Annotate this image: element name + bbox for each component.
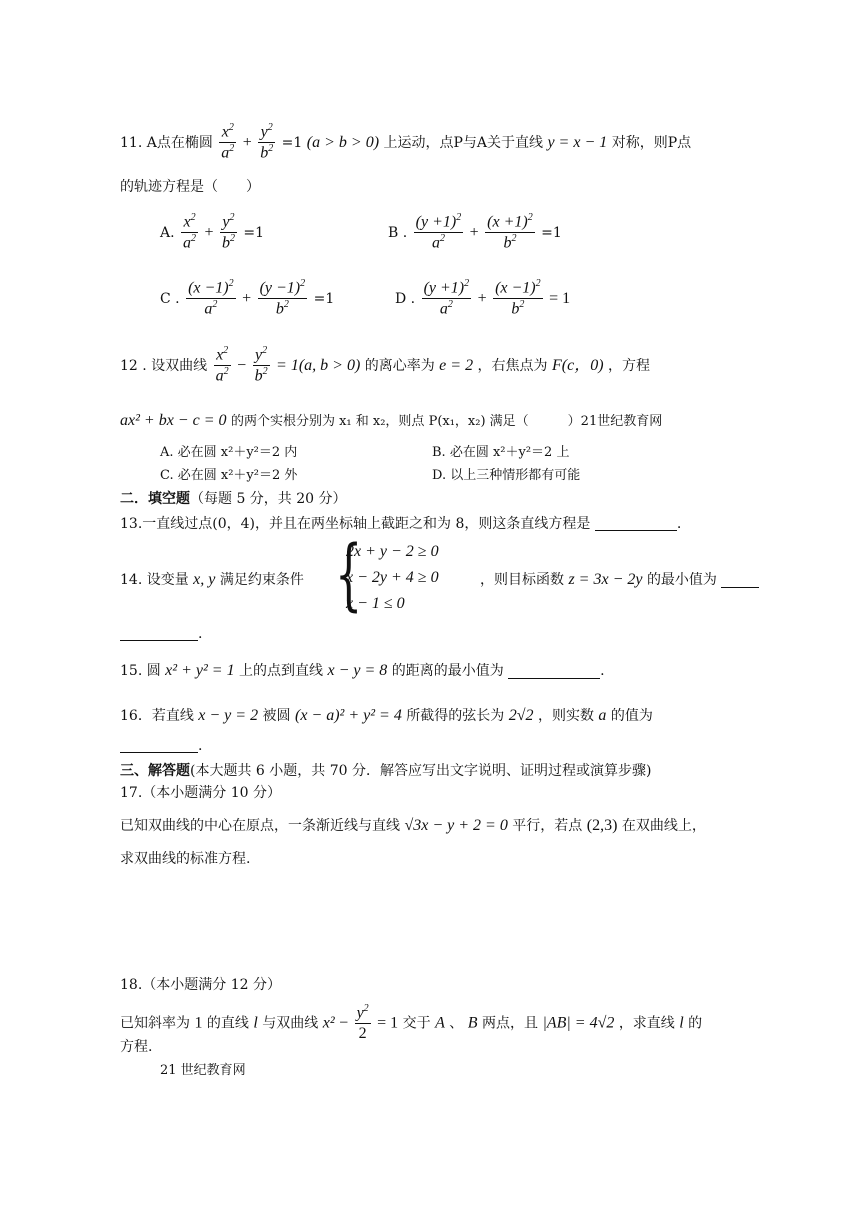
q12-line2 xyxy=(120,413,662,429)
q15-stem-c: 的距离的最小值为 xyxy=(391,663,504,679)
fraction-x2-a2: $\frac{x^2}{a^2}$ xyxy=(215,345,229,385)
option-d-label: D . xyxy=(395,290,416,307)
q16-end: . xyxy=(198,738,203,754)
equals-one: = 1 xyxy=(549,289,571,307)
q17-line1 xyxy=(120,818,706,834)
q18-stem-a: 已知斜率为 xyxy=(120,1015,190,1032)
fraction-y2-b2: $\frac{y^2}{b^2}$ xyxy=(260,122,274,162)
q17-stem-b: 平行，若点 xyxy=(512,818,583,834)
section-2-title: 二．填空题 xyxy=(120,491,190,507)
q15 xyxy=(120,663,605,679)
option-a-label: A. xyxy=(160,224,175,241)
section-3-heading xyxy=(120,764,651,778)
q14-constraint-2: x − 2y + 4 ≥ 0 xyxy=(346,569,439,586)
q16-stem-d: ，则实数 xyxy=(537,708,594,724)
q17-stem-c: 在双曲线上， xyxy=(621,818,706,834)
q12-line2-text: 的两个实根分别为 x₁ 和 x₂，则点 P(x₁，x₂) 满足（ ）21世纪教育网 xyxy=(230,414,663,429)
q15-stem-b: 上的点到直线 xyxy=(239,663,324,679)
q14-stem-d: 的最小值为 xyxy=(646,572,717,588)
q11-stem-c: 上运动，点P与A关于直线 xyxy=(383,134,543,151)
q18-slope: 1 xyxy=(194,1014,203,1032)
q17-line2: 求双曲线的标准方程. xyxy=(120,851,251,867)
q14-stem-b: 满足约束条件 xyxy=(219,572,304,588)
q11-stem-b: =1 xyxy=(281,134,303,151)
section-3-note: (本大题共 6 小题，共 70 分．解答应写出文字说明、证明过程或演算步骤) xyxy=(190,763,652,779)
q18-stem-b: 的直线 xyxy=(206,1015,249,1032)
q18-stem-d: 交于 xyxy=(402,1015,431,1032)
q12-option-b: B. 必在圆 x²＋y²＝2 上 xyxy=(432,445,570,460)
q12-stem-d: ，方程 xyxy=(607,357,650,374)
q14-end: . xyxy=(198,626,203,642)
q11-option-a: A. $\frac{x^2}{a^2}$ + $\frac{y^2}{b^2}$ =1 xyxy=(160,212,265,252)
q13-text: 13.一直线过点(0，4)，并且在两坐标轴上截距之和为 8，则这条直线方程是 xyxy=(120,516,591,532)
section-2-heading xyxy=(120,492,347,506)
q12-line1: 12 . 设双曲线 $\frac{x^2}{a^2}$ − $\frac{y^2}{b^2}$ = 1(a, b > 0) 的离心率为 e = 2 ，右焦点为 F(c，0) ，方程 xyxy=(120,345,650,385)
left-brace: { xyxy=(335,530,363,620)
answer-blank[interactable] xyxy=(120,738,198,753)
fraction-y1-a2: $\frac{(y +1)^2}{a^2}$ xyxy=(423,278,470,318)
q14-vars: x, y xyxy=(193,571,216,588)
q18-point-a: A xyxy=(435,1014,445,1032)
q18-line2: 方程. xyxy=(120,1039,153,1055)
q16-stem-c: 所截得的弦长为 xyxy=(406,708,505,724)
q12-focus: F(c，0) xyxy=(551,356,604,374)
q17-line-eq: √3x − y + 2 = 0 xyxy=(404,817,508,834)
q11-line1: 11. A点在椭圆 $\frac{x^2}{a^2}$ + $\frac{y^2}{b^2}$ =1 (a > b > 0) 上运动，点P与A关于直线 y = x − 1 对称，则P点 xyxy=(120,122,692,162)
q14-constraint-1: 2x + y − 2 ≥ 0 xyxy=(346,543,439,560)
q12-option-c: C. 必在圆 x²＋y²＝2 外 xyxy=(160,468,298,483)
q14-constraint-3: x − 1 ≤ 0 xyxy=(346,595,405,612)
q16-stem-e: 的值为 xyxy=(610,708,653,724)
section-2-note: （每题 5 分，共 20 分） xyxy=(190,491,347,507)
q16-chord-length: 2√2 xyxy=(508,707,534,724)
q16-line: x − y = 2 xyxy=(198,707,259,724)
q18-x2: x² xyxy=(322,1014,335,1032)
q11-line2: 的轨迹方程是（ ） xyxy=(120,179,260,195)
q18-stem-e: 、 xyxy=(449,1015,464,1032)
fraction-x1-b2: $\frac{(x +1)^2}{b^2}$ xyxy=(487,212,533,252)
q13-end: . xyxy=(676,516,682,532)
q11-stem-d: 对称，则P点 xyxy=(611,134,692,151)
equals-one: =1 xyxy=(243,224,265,241)
option-b-label: B . xyxy=(388,224,408,241)
q16-stem-b: 被圆 xyxy=(262,708,291,724)
q17-head: 17.（本小题满分 10 分） xyxy=(120,785,281,801)
fraction-y1-a2: $\frac{(y +1)^2}{a^2}$ xyxy=(415,212,462,252)
q18-line-var: l xyxy=(679,1014,684,1032)
fraction-x2-a2: $\frac{x^2}{a^2}$ xyxy=(183,212,197,252)
answer-blank[interactable] xyxy=(595,516,677,531)
footer-watermark: 21 世纪教育网 xyxy=(160,1063,246,1078)
q14-objective: z = 3x − 2y xyxy=(568,571,643,588)
q12-stem-a: 12 . 设双曲线 xyxy=(120,357,208,374)
q11-option-d: D . $\frac{(y +1)^2}{a^2}$ + $\frac{(x -1)^2}{b^2}$ = 1 xyxy=(395,278,571,318)
q18-point-b: B xyxy=(467,1014,478,1032)
fraction-y2-b2: $\frac{y^2}{b^2}$ xyxy=(221,212,235,252)
q11-option-c: C . $\frac{(x -1)^2}{a^2}$ + $\frac{(y -1)^2}{b^2}$ =1 xyxy=(160,278,335,318)
q11-stem-a: 11. A点在椭圆 xyxy=(120,134,213,151)
q16-var: a xyxy=(598,707,607,724)
q16-stem-a: 16．若直线 xyxy=(120,708,194,724)
q14-stem-c: ，则目标函数 xyxy=(480,572,564,588)
q12-eccentricity: e = 2 xyxy=(439,356,474,374)
q12-stem-b: 的离心率为 xyxy=(364,357,435,374)
q16-circle: (x − a)² + y² = 4 xyxy=(294,707,402,724)
q18-stem-h: 的 xyxy=(688,1015,703,1032)
q14-stem-a: 14. 设变量 xyxy=(120,572,189,588)
fraction-y2-b2: $\frac{y^2}{b^2}$ xyxy=(254,345,268,385)
fraction-y2-2: $\frac{y^2}{2}$ xyxy=(356,1003,369,1043)
q14-line2 xyxy=(120,626,202,641)
q15-end: . xyxy=(600,663,605,679)
answer-blank[interactable] xyxy=(508,664,600,679)
q18-rhs: = 1 xyxy=(377,1014,399,1032)
q18-stem-g: ，求直线 xyxy=(618,1015,675,1032)
q12-equation: = 1(a, b > 0) xyxy=(276,356,361,374)
q18-line-var: l xyxy=(253,1014,258,1032)
section-3-title: 三、解答题 xyxy=(120,763,190,779)
q18-stem-f: 两点，且 xyxy=(481,1015,538,1032)
q12-stem-c: ，右焦点为 xyxy=(477,357,548,374)
q13 xyxy=(120,516,681,531)
fraction-xm1-a2: $\frac{(x -1)^2}{a^2}$ xyxy=(188,278,234,318)
option-c-label: C . xyxy=(160,290,180,307)
q14-line1 xyxy=(120,572,304,588)
q14-line1-tail xyxy=(480,572,759,588)
q15-circle: x² + y² = 1 xyxy=(165,662,235,679)
q18-stem-c: 与双曲线 xyxy=(262,1015,319,1032)
answer-blank[interactable] xyxy=(120,626,198,641)
q15-line: x − y = 8 xyxy=(327,662,388,679)
q18-head: 18.（本小题满分 12 分） xyxy=(120,977,281,993)
fraction-ym1-b2: $\frac{(y -1)^2}{b^2}$ xyxy=(259,278,306,318)
q16 xyxy=(120,708,653,724)
q11-line-eq: y = x − 1 xyxy=(547,133,608,151)
answer-blank[interactable] xyxy=(721,573,759,588)
q15-stem-a: 15. 圆 xyxy=(120,663,161,679)
equals-one: =1 xyxy=(541,224,562,241)
q12-quadratic: ax² + bx − c = 0 xyxy=(120,412,227,429)
q17-stem-a: 已知双曲线的中心在原点，一条渐近线与直线 xyxy=(120,818,400,834)
q18-ab-length: |AB| = 4√2 xyxy=(542,1014,615,1032)
q11-option-b: B . $\frac{(y +1)^2}{a^2}$ + $\frac{(x +1)^2}{b^2}$ =1 xyxy=(388,212,562,252)
q18-line1: 已知斜率为 1 的直线 l 与双曲线 x² − $\frac{y^2}{2}$ = 1 交于 A 、 B 两点，且 |AB| = 4√2 ，求直线 l 的 xyxy=(120,1003,703,1043)
q16-line2 xyxy=(120,738,202,753)
fraction-x2-a2: $\frac{x^2}{a^2}$ xyxy=(221,122,235,162)
equals-one: =1 xyxy=(313,290,335,307)
q12-option-d: D. 以上三种情形都有可能 xyxy=(432,468,581,483)
q17-point: (2,3) xyxy=(586,817,618,834)
fraction-xm1-b2: $\frac{(x -1)^2}{b^2}$ xyxy=(495,278,541,318)
q11-condition: (a > b > 0) xyxy=(306,133,380,151)
q12-option-a: A. 必在圆 x²＋y²＝2 内 xyxy=(160,445,298,460)
